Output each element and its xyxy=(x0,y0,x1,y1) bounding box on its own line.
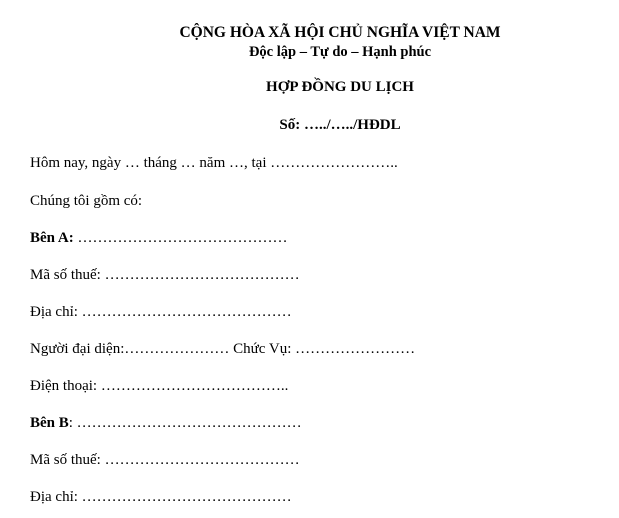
intro-line: Hôm nay, ngày … tháng … năm …, tại …………………….. xyxy=(30,155,398,171)
parties-intro: Chúng tôi gồm có: xyxy=(30,193,143,209)
national-motto: Độc lập – Tự do – Hạnh phúc xyxy=(248,44,432,60)
party-a-label: Bên A: xyxy=(30,230,74,246)
party-a-phone: Điện thoại: ……………………………….. xyxy=(30,378,289,394)
party-b-value: : ……………………………………… xyxy=(68,415,302,431)
contract-title: HỢP ĐỒNG DU LỊCH xyxy=(266,79,414,95)
party-a-line xyxy=(30,230,288,247)
party-a-value: …………………………………… xyxy=(73,230,288,246)
national-title: CỘNG HÒA XÃ HỘI CHỦ NGHĨA VIỆT NAM xyxy=(179,24,501,41)
party-a-representative: Người đại diện:………………… Chức Vụ: …………………… xyxy=(30,341,416,357)
party-b-tax-code: Mã số thuế: ………………………………… xyxy=(30,452,300,468)
contract-number: Số: …../…../HĐDL xyxy=(279,117,401,133)
party-b-line xyxy=(30,415,302,432)
party-a-address: Địa chỉ: …………………………………… xyxy=(30,304,292,320)
party-a-tax-code: Mã số thuế: ………………………………… xyxy=(30,267,300,283)
party-b-label: Bên B xyxy=(30,415,69,431)
party-b-address: Địa chỉ: …………………………………… xyxy=(30,489,292,505)
